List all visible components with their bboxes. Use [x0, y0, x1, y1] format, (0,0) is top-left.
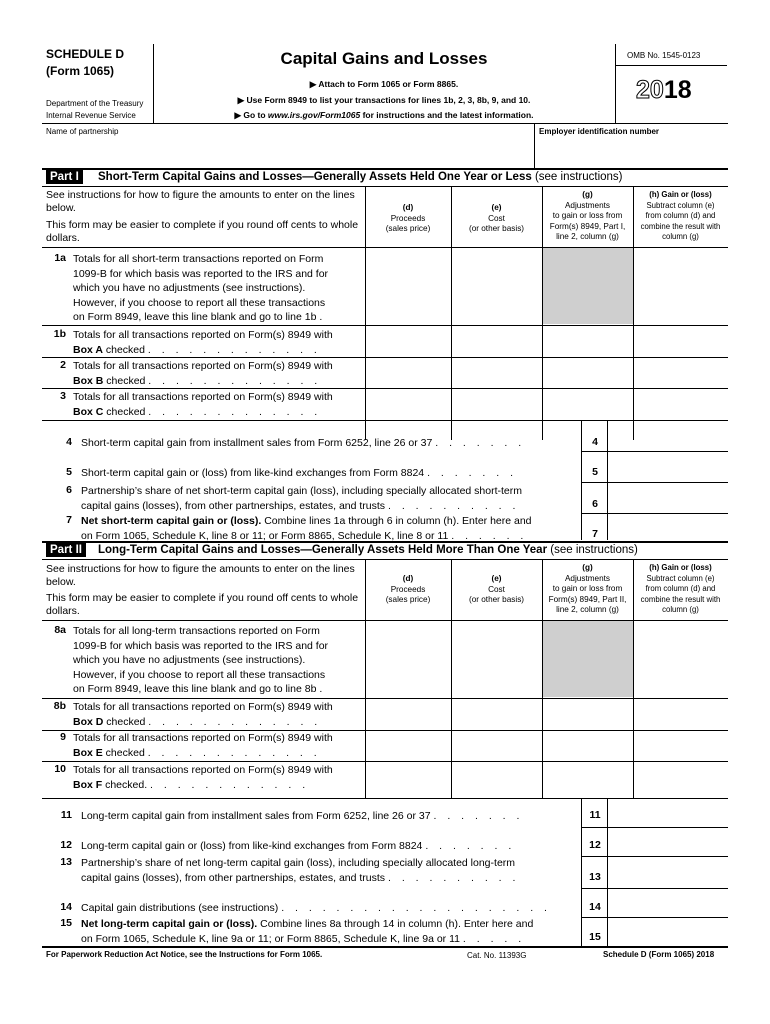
line-12-box: 12: [589, 839, 601, 851]
line-11-input[interactable]: [608, 799, 728, 827]
line-6-text: Partnership’s share of net short-term capital gain (loss), including specially allocated short-term capital gains (losses), from other partnerships, estates, and trusts . . . . . . . . . .: [81, 485, 523, 512]
line-12-input[interactable]: [608, 828, 728, 855]
line-8a-col-g-shaded: [543, 621, 633, 697]
line-5-box: 5: [592, 466, 598, 478]
line-6-input[interactable]: [608, 483, 728, 513]
line-7-num: 7: [66, 514, 72, 526]
footer-paperwork: For Paperwork Reduction Act Notice, see the Instructions for Form 1065.: [46, 950, 323, 959]
line-2-num: 2: [60, 359, 66, 371]
partnership-name-label: Name of partnership: [46, 127, 119, 136]
line-8a-e-input[interactable]: [452, 621, 542, 697]
part2-col-d: (d) Proceeds (sales price): [385, 574, 431, 604]
schedule-label: SCHEDULE D: [46, 47, 125, 61]
line-7-input[interactable]: [608, 514, 728, 540]
line-2-text: Totals for all transactions reported on Form(s) 8949 with Box B checked . . . . . . . . . . . . .: [73, 360, 333, 387]
line-11-box: 11: [589, 809, 601, 821]
line-13-num: 13: [60, 856, 72, 868]
instruction-8949: ▶ Use Form 8949 to list your transactions for lines 1b, 2, 3, 8b, 9, and 10.: [237, 95, 531, 105]
ein-label: Employer identification number: [539, 127, 660, 136]
line-12-num: 12: [60, 839, 72, 851]
part2-title: Long-Term Capital Gains and Losses—Generally Assets Held More Than One Year (see instructions): [98, 544, 638, 556]
irs-link[interactable]: www.irs.gov/Form1065: [267, 110, 361, 120]
footer-cat-no: Cat. No. 11393G: [467, 951, 527, 960]
line-1b-num: 1b: [53, 328, 66, 340]
instruction-attach: ▶ Attach to Form 1065 or Form 8865.: [309, 79, 459, 89]
line-3-num: 3: [60, 390, 66, 402]
part1-col-e: (e) Cost (or other basis): [468, 203, 525, 233]
part1-col-h: (h) Gain or (loss) Subtract column (e) from column (d) and combine the result with column (g): [640, 190, 721, 241]
line-13-box: 13: [589, 871, 601, 883]
line-6-box: 6: [592, 498, 598, 510]
form-label: (Form 1065): [46, 64, 115, 78]
line-3-text: Totals for all transactions reported on Form(s) 8949 with Box C checked . . . . . . . . . . . . .: [73, 391, 333, 418]
part2-col-g: (g) Adjustments to gain or loss from Form(s) 8949, Part II, line 2, column (g): [548, 563, 627, 614]
line-8a-text: Totals for all long-term transactions reported on Form 1099-B for which basis was reported to the IRS and for which you have no adjustments (see instructions). However, if you choose to report all these transactions on Form 8949, leave this line blank and go to line 8b .: [73, 625, 329, 695]
part1-title: Short-Term Capital Gains and Losses—Generally Assets Held One Year or Less (see instructions): [98, 171, 623, 183]
line-8b-text: Totals for all transactions reported on Form(s) 8949 with Box D checked . . . . . . . . . . . . .: [73, 701, 333, 728]
line-5-input[interactable]: [608, 452, 728, 482]
line-11-num: 11: [60, 809, 72, 821]
line-7-text: Net short-term capital gain or (loss). Combine lines 1a through 6 in column (h). Enter here and on Form 1065, Schedule K, line 8 or 11; or Form 8865, Schedule K, line 8 or 11 . . . . . .: [81, 515, 532, 542]
line-1a-num: 1a: [54, 252, 66, 264]
line-13-input[interactable]: [608, 857, 728, 887]
line-15-text: Net long-term capital gain or (loss). Combine lines 8a through 14 in column (h). Enter here and on Form 1065, Schedule K, line 9a or 11; or Form 8865, Schedule K, line 9a or 11 . . . . .: [81, 918, 534, 945]
line-8a-num: 8a: [54, 624, 66, 636]
line-13-text: Partnership’s share of net long-term capital gain (loss), including specially allocated long-term capital gains (losses), from other partnerships, estates, and trusts . . . . . . . . . .: [81, 857, 520, 884]
form-title: Capital Gains and Losses: [280, 49, 488, 68]
line-6-num: 6: [66, 484, 72, 496]
line-14-num: 14: [60, 901, 72, 913]
part2-intro-2: This form may be easier to complete if you round off cents to whole dollars.: [46, 592, 359, 617]
line-10-text: Totals for all transactions reported on Form(s) 8949 with Box F checked. . . . . . . . . . . . .: [73, 764, 333, 791]
instruction-url: ▶ Go to www.irs.gov/Form1065 for instructions and the latest information.: [234, 110, 534, 120]
part1-tag: Part I: [46, 170, 83, 184]
line-5-num: 5: [66, 466, 72, 478]
part1-intro-1: See instructions for how to figure the amounts to enter on the lines below.: [46, 189, 355, 214]
line-4-box: 4: [592, 436, 598, 448]
irs-label: Internal Revenue Service: [46, 111, 136, 120]
line-14-input[interactable]: [608, 889, 728, 916]
part2-tag: Part II: [46, 543, 86, 557]
dept-label: Department of the Treasury: [46, 99, 144, 108]
line-1a-text: Totals for all short-term transactions reported on Form 1099-B for which basis was reported to the IRS and for which you have no adjustments (see instructions). However, if you choose to report all these transactions on Form 8949, leave this line blank and go to line 1b .: [73, 253, 329, 323]
line-12-text: Long-term capital gain or (loss) from like-kind exchanges from Form 8824 . . . . . . .: [81, 840, 516, 852]
part2-intro-1: See instructions for how to figure the amounts to enter on the lines below.: [46, 563, 355, 588]
part1-col-d: (d) Proceeds (sales price): [385, 203, 431, 233]
line-1a-d-input[interactable]: [366, 248, 451, 324]
line-1a-col-g-shaded: [543, 248, 633, 324]
line-8a-d-input[interactable]: [366, 621, 451, 697]
line-9-text: Totals for all transactions reported on Form(s) 8949 with Box E checked . . . . . . . . . . . . .: [73, 732, 333, 759]
line-14-text: Capital gain distributions (see instructions) . . . . . . . . . . . . . . . . . . . .: [81, 902, 551, 914]
line-11-text: Long-term capital gain from installment sales from Form 6252, line 26 or 37 . . . . . . .: [81, 810, 524, 822]
line-8b-num: 8b: [53, 700, 66, 712]
partnership-name-field[interactable]: [46, 137, 534, 167]
line-14-box: 14: [589, 901, 601, 913]
line-5-text: Short-term capital gain or (loss) from like-kind exchanges from Form 8824 . . . . . . .: [81, 467, 517, 479]
line-1a-h-input[interactable]: [634, 248, 728, 324]
line-4-input[interactable]: [608, 421, 728, 451]
part2-col-h: (h) Gain or (loss) Subtract column (e) from column (d) and combine the result with column (g): [640, 563, 721, 614]
footer-form-id: Schedule D (Form 1065) 2018: [603, 950, 715, 959]
tax-year: 2018: [636, 76, 692, 104]
part1-col-g: (g) Adjustments to gain or loss from Form(s) 8949, Part I, line 2, column (g): [549, 190, 626, 241]
part2-col-e: (e) Cost (or other basis): [468, 574, 525, 604]
line-4-num: 4: [66, 436, 72, 448]
line-1b-text: Totals for all transactions reported on Form(s) 8949 with Box A checked . . . . . . . . . . . . .: [73, 329, 333, 356]
line-4-text: Short-term capital gain from installment sales from Form 6252, line 26 or 37 . . . . . . .: [81, 437, 526, 449]
ein-field[interactable]: [539, 137, 727, 167]
omb-number: OMB No. 1545-0123: [627, 51, 701, 60]
line-15-num: 15: [60, 917, 72, 929]
line-15-input[interactable]: [608, 918, 728, 946]
line-7-box: 7: [592, 528, 598, 540]
line-10-num: 10: [54, 763, 66, 775]
line-9-num: 9: [60, 731, 66, 743]
part1-intro-2: This form may be easier to complete if you round off cents to whole dollars.: [46, 219, 359, 244]
line-15-box: 15: [589, 931, 601, 943]
line-8a-h-input[interactable]: [634, 621, 728, 697]
line-1a-e-input[interactable]: [452, 248, 542, 324]
